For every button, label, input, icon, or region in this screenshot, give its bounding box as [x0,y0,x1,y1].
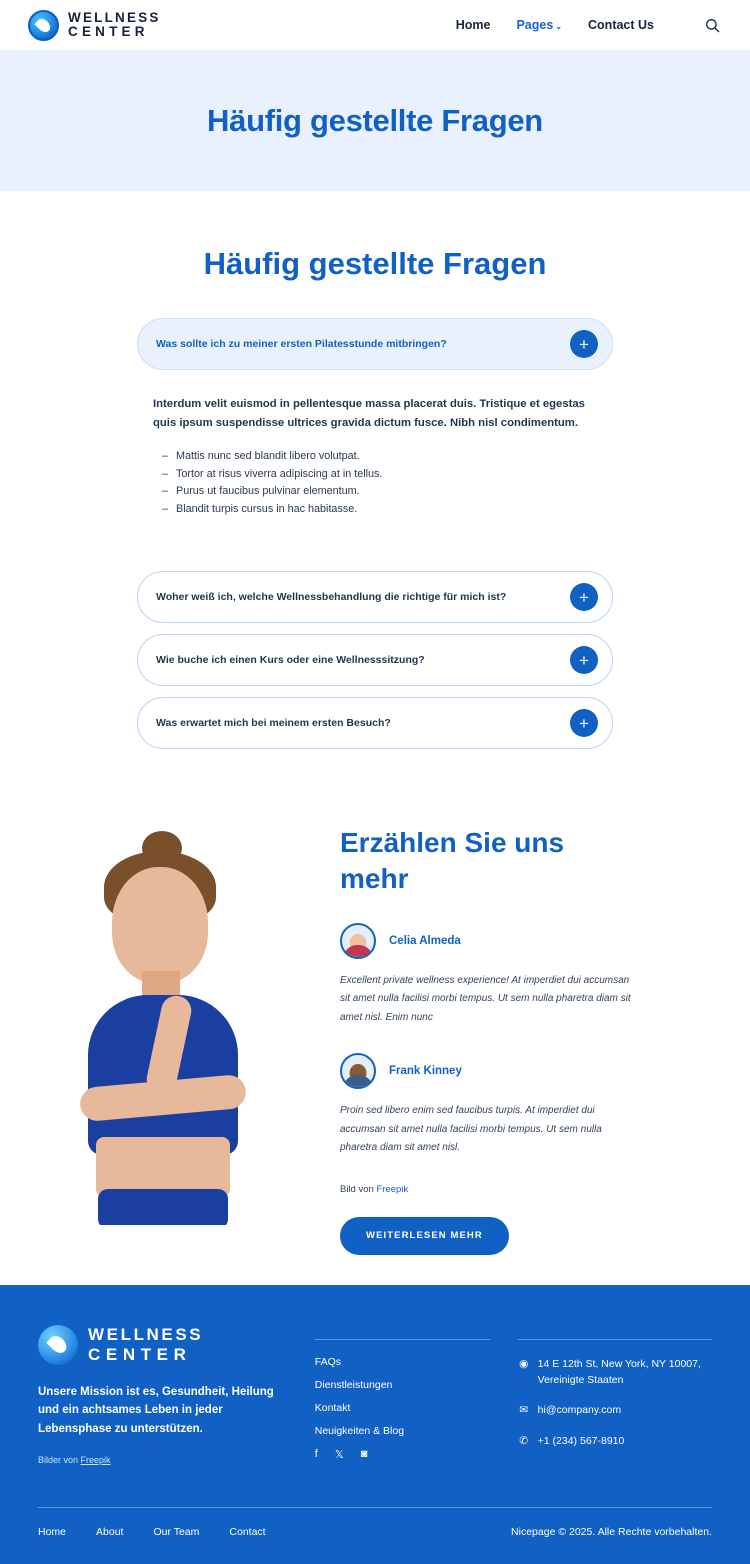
footer-nav-about[interactable]: About [96,1525,124,1538]
testimonial-section [0,780,750,1255]
logo-line-1: WELLNESS [68,9,161,25]
footer-phone-row[interactable] [518,1433,712,1449]
footer-image-credit [38,1455,287,1465]
footer-link-contact[interactable]: Kontakt [314,1401,351,1414]
footer-bottom [38,1507,712,1564]
testimonial-person-1 [340,923,724,959]
footer-logo-text [88,1325,203,1365]
facebook-icon[interactable]: f [314,1447,318,1460]
nav-item-contact-us[interactable]: Contact Us [588,18,654,32]
envelope-icon: ✉ [519,1404,529,1417]
site-footer [0,1285,750,1564]
faq-toggle-icon-2[interactable]: + [570,583,598,611]
footer-mission: Unsere Mission ist es, Gesundheit, Heilung und ein achtsames Leben in jeder Lebensphase zu unterstützen. [38,1385,274,1435]
footer-credit-link[interactable]: Freepik [80,1454,111,1465]
footer-phone[interactable]: +1 (234) 567-8910 [537,1434,625,1447]
avatar [340,923,376,959]
faq-spacer [137,541,613,571]
footer-link-news-blog[interactable]: Neuigkeiten & Blog [314,1424,405,1437]
search-icon[interactable] [702,15,722,35]
read-more-button[interactable]: WEITERLESEN MEHR [340,1217,509,1255]
faq-section-title: Häufig gestellte Fragen [203,246,547,281]
site-logo[interactable] [28,10,161,41]
footer-bottom-nav [38,1526,266,1538]
faq-list [137,318,613,749]
logo-line-2: CENTER [68,24,149,39]
faq-question-1: Was sollte ich zu meiner ersten Pilatesstunde mitbringen? [156,338,447,350]
faq-bullet: – Purus ut faucibus pulvinar elementum. [162,483,597,501]
logo-text [68,11,161,39]
footer-columns [38,1325,712,1465]
testimonial-person-2 [340,1053,724,1089]
faq-section [0,191,750,780]
footer-logo[interactable] [38,1325,287,1365]
testimonial-content [330,825,750,1255]
faq-item-3[interactable] [137,634,613,686]
faq-answer-bullets [153,448,597,519]
footer-credit-prefix: Bilder von [38,1454,81,1465]
footer-nav-contact[interactable]: Contact [229,1525,266,1538]
footer-address-row [518,1356,712,1389]
phone-icon: ✆ [519,1434,529,1447]
image-credit [340,1184,724,1195]
testimonial-name-2: Frank Kinney [389,1065,462,1078]
testimonial-name-1: Celia Almeda [389,934,461,947]
faq-item-1[interactable] [137,318,613,370]
chevron-down-icon: ⌄ [555,22,563,31]
water-drop-icon [38,1325,78,1365]
location-pin-icon: ◉ [519,1357,529,1370]
image-credit-prefix: Bild von [340,1183,377,1195]
footer-links [315,1325,490,1465]
faq-question-3: Wie buche ich einen Kurs oder eine Wellnesssitzung? [156,654,425,667]
footer-logo-line-2: CENTER [88,1344,192,1364]
site-header [0,0,750,51]
footer-nav-home[interactable]: Home [38,1525,67,1538]
testimonial-photo [0,825,330,1225]
nav-item-home[interactable]: Home [455,18,491,32]
footer-brand [38,1325,287,1465]
footer-link-faqs[interactable]: FAQs [314,1355,342,1368]
x-icon[interactable]: 𝕏 [334,1448,344,1461]
faq-toggle-icon-3[interactable]: + [570,646,598,674]
nav-item-pages-label: Pages [516,18,554,32]
faq-answer-1 [137,381,613,541]
faq-toggle-icon-1[interactable]: + [570,330,598,358]
testimonial-quote-1: Excellent private wellness experience! At imperdiet dui accumsan sit amet nulla facilisi morbi tempus. Ut sem nulla pharetra diam sit amet nisl. Enim nunc [340,974,631,1023]
footer-email-row[interactable] [518,1402,712,1418]
testimonial-quote-2: Proin sed libero enim sed faucibus turpis. At imperdiet dui accumsan sit amet nulla facilisi morbi tempus. Ut sem nulla pharetra diam sit amet nisl. [340,1105,602,1154]
faq-item-4[interactable] [137,697,613,749]
image-credit-link[interactable]: Freepik [376,1183,409,1195]
woman-photo-illustration [50,845,280,1225]
testimonial-title: Erzählen Sie uns mehr [340,827,565,894]
instagram-icon[interactable]: ◙ [360,1447,368,1460]
nav-item-pages[interactable] [516,18,562,32]
hero-banner [0,51,750,191]
footer-copyright: Nicepage © 2025. Alle Rechte vorbehalten. [511,1525,712,1538]
faq-question-4: Was erwartet mich bei meinem ersten Besuch? [156,717,391,730]
footer-link-services[interactable]: Dienstleistungen [314,1378,393,1391]
footer-divider [315,1339,490,1340]
faq-item-2[interactable] [137,571,613,623]
faq-bullet: – Blandit turpis cursus in hac habitasse. [162,501,597,519]
footer-social [315,1448,490,1461]
footer-logo-line-1: WELLNESS [88,1324,204,1344]
main-navigation [456,15,722,35]
faq-answer-lead: Interdum velit euismod in pellentesque massa placerat duis. Tristique et egestas quis ipsum suspendisse ultrices gravida dictum fusce. Nibh nisl condimentum. [153,398,585,430]
footer-nav-our-team[interactable]: Our Team [153,1525,200,1538]
footer-email[interactable]: hi@company.com [537,1404,622,1417]
faq-bullet: – Tortor at risus viverra adipiscing at in tellus. [162,466,597,484]
faq-toggle-icon-4[interactable]: + [570,709,598,737]
faq-question-2: Woher weiß ich, welche Wellnessbehandlung die richtige für mich ist? [156,591,507,604]
footer-address: 14 E 12th St, New York, NY 10007, Vereinigte Staaten [537,1357,701,1387]
water-drop-icon [28,10,59,41]
footer-contact [518,1325,712,1465]
footer-divider [518,1339,712,1340]
avatar [340,1053,376,1089]
page-title: Häufig gestellte Fragen [207,103,543,138]
faq-bullet: – Mattis nunc sed blandit libero volutpat. [162,448,597,466]
